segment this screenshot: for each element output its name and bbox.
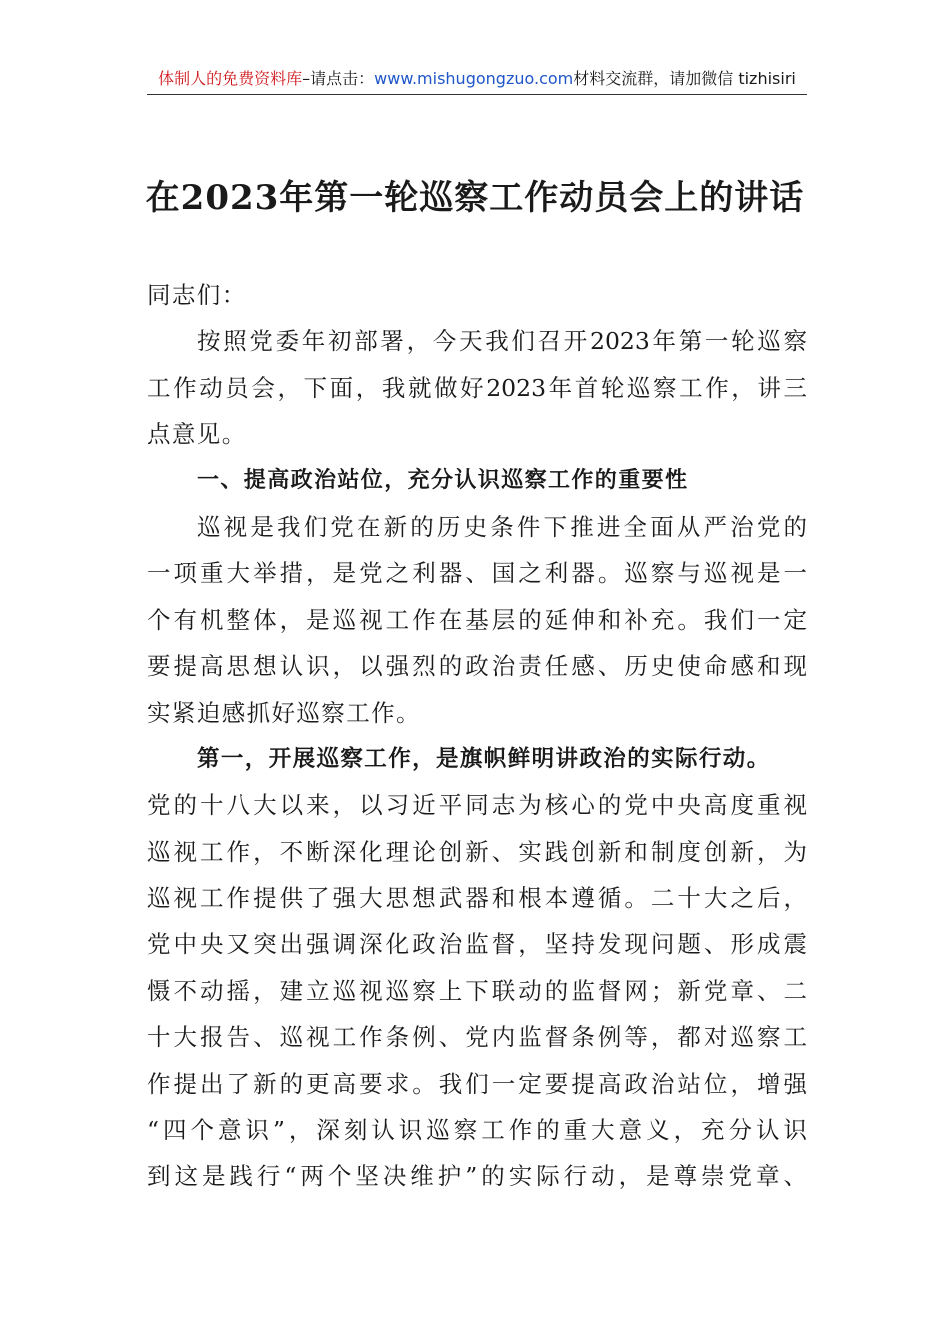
paragraph-line: 巡视工作提供了强大思想武器和根本遵循。二十大之后， xyxy=(147,884,807,913)
header-url-link[interactable]: www.mishugongzuo.com xyxy=(374,69,574,88)
page-header xyxy=(147,66,807,95)
paragraph-line: 党中央又突出强调深化政治监督，坚持发现问题、形成震 xyxy=(147,930,807,959)
paragraph-line: 巡视工作，不断深化理论创新、实践创新和制度创新，为 xyxy=(147,837,807,866)
paragraph-line: 作提出了新的更高要求。我们一定要提高政治站位，增强 xyxy=(147,1069,807,1098)
section-heading: 一、提高政治站位，充分认识巡察工作的重要性 xyxy=(197,467,689,493)
paragraph-line: 党的十八大以来，以习近平同志为核心的党中央高度重视 xyxy=(147,791,807,820)
paragraph-line: 十大报告、巡视工作条例、党内监督条例等，都对巡察工 xyxy=(147,1023,807,1052)
point-lead: 第一，开展巡察工作，是旗帜鲜明讲政治的实际行动。 xyxy=(197,745,771,772)
document-body xyxy=(147,272,807,1200)
document-title: 在2023年第一轮巡察工作动员会上的讲话 xyxy=(145,178,805,218)
paragraph-line: “四个意识”，深刻认识巡察工作的重大意义，充分认识 xyxy=(147,1116,807,1145)
paragraph-line: 慑不动摇，建立巡视巡察上下联动的监督网；新党章、二 xyxy=(147,976,807,1005)
salutation: 同志们： xyxy=(147,281,247,309)
header-site-name: 体制人的免费资料库 xyxy=(158,69,303,88)
paragraph-line: 实紧迫感抓好巡察工作。 xyxy=(147,698,421,727)
paragraph-line: 巡视是我们党在新的历史条件下推进全面从严治党的 xyxy=(197,512,807,541)
header-note: 材料交流群，请加微信 tizhisiri xyxy=(573,69,796,88)
paragraph-line: 点意见。 xyxy=(147,420,247,449)
header-prompt: –请点击： xyxy=(302,69,375,88)
paragraph-line: 一项重大举措，是党之利器、国之利器。巡察与巡视是一 xyxy=(147,559,807,588)
paragraph-line: 到这是践行“两个坚决维护”的实际行动，是尊崇党章、 xyxy=(147,1162,807,1191)
paragraph-line: 工作动员会，下面，我就做好2023年首轮巡察工作，讲三 xyxy=(147,373,807,402)
paragraph-line: 要提高思想认识，以强烈的政治责任感、历史使命感和现 xyxy=(147,652,807,681)
paragraph-line: 按照党委年初部署，今天我们召开2023年第一轮巡察 xyxy=(197,327,807,356)
paragraph-line: 个有机整体，是巡视工作在基层的延伸和补充。我们一定 xyxy=(147,605,807,634)
